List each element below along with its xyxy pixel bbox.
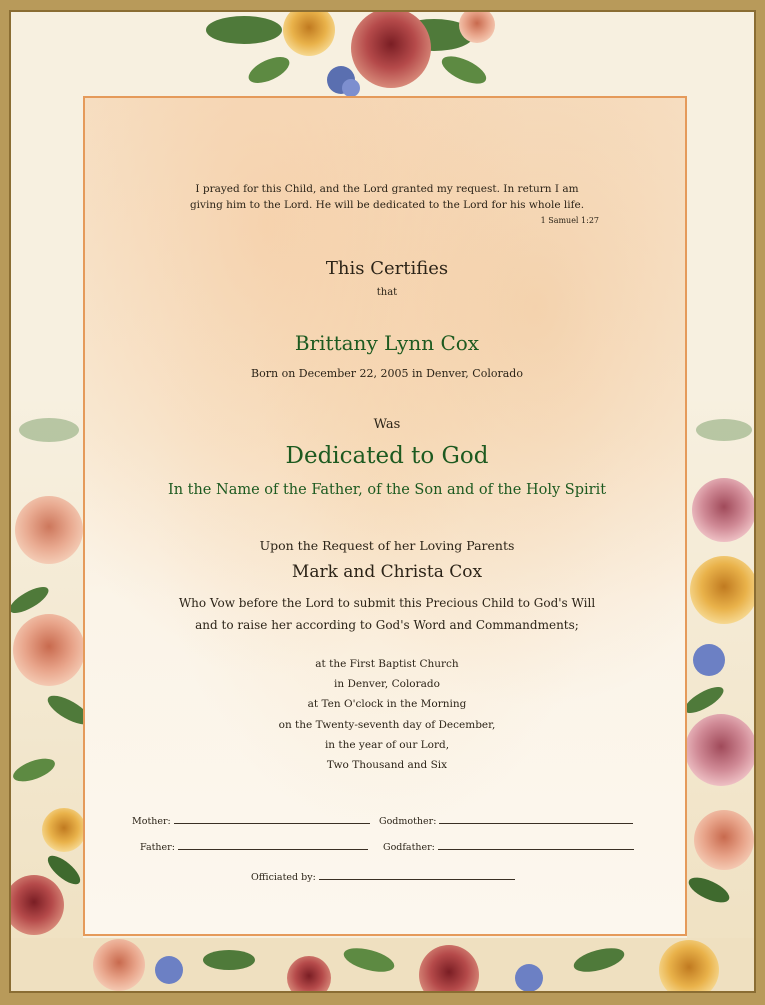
dedicated-title: Dedicated to God <box>285 443 489 469</box>
father-signature-line[interactable] <box>178 839 368 850</box>
certificate-panel <box>83 96 687 936</box>
godfather-signature-line[interactable] <box>438 839 634 850</box>
verse-line-2: giving him to the Lord. He will be dedicated to the Lord for his whole life. <box>189 199 585 211</box>
certificate-heading: This Certifies <box>325 258 449 279</box>
child-name: Brittany Lynn Cox <box>294 331 480 355</box>
mother-signature-line[interactable] <box>174 813 370 824</box>
detail-line: Two Thousand and Six <box>326 759 448 772</box>
ceremony-details <box>85 654 689 775</box>
godmother-signature <box>379 813 633 827</box>
trinity-line: In the Name of the Father, of the Son and of the Holy Spirit <box>167 482 607 498</box>
detail-line: in the year of our Lord, <box>324 738 450 751</box>
parents-names: Mark and Christa Cox <box>291 562 483 582</box>
scripture-verse <box>85 181 689 213</box>
detail-line: at the First Baptist Church <box>315 658 459 670</box>
officiant-signature <box>251 869 515 883</box>
mother-signature <box>132 813 370 827</box>
that-word: that <box>376 287 398 298</box>
detail-line: on the Twenty-seventh day of December, <box>278 718 496 731</box>
godfather-signature <box>383 839 634 853</box>
vow-line-1: Who Vow before the Lord to submit this Precious Child to God's Will <box>178 596 596 610</box>
vow-text <box>85 592 689 636</box>
father-signature <box>140 839 368 853</box>
birth-details: Born on December 22, 2005 in Denver, Colorado <box>251 367 523 380</box>
officiant-label: Officiated by: <box>251 872 316 883</box>
godmother-label: Godmother: <box>379 816 437 827</box>
detail-line: at Ten O'clock in the Morning <box>307 698 467 711</box>
officiant-signature-line[interactable] <box>319 869 515 880</box>
parents-request-line: Upon the Request of her Loving Parents <box>259 538 515 553</box>
father-label: Father: <box>140 842 175 853</box>
godmother-signature-line[interactable] <box>439 813 633 824</box>
verse-reference: 1 Samuel 1:27 <box>540 216 599 225</box>
detail-line: in Denver, Colorado <box>334 678 440 691</box>
mother-label: Mother: <box>132 816 171 827</box>
vow-line-2: and to raise her according to God's Word and Commandments; <box>195 618 579 632</box>
godfather-label: Godfather: <box>383 842 435 853</box>
verse-line-1: I prayed for this Child, and the Lord granted my request. In return I am <box>195 183 579 195</box>
was-word: Was <box>373 417 401 432</box>
